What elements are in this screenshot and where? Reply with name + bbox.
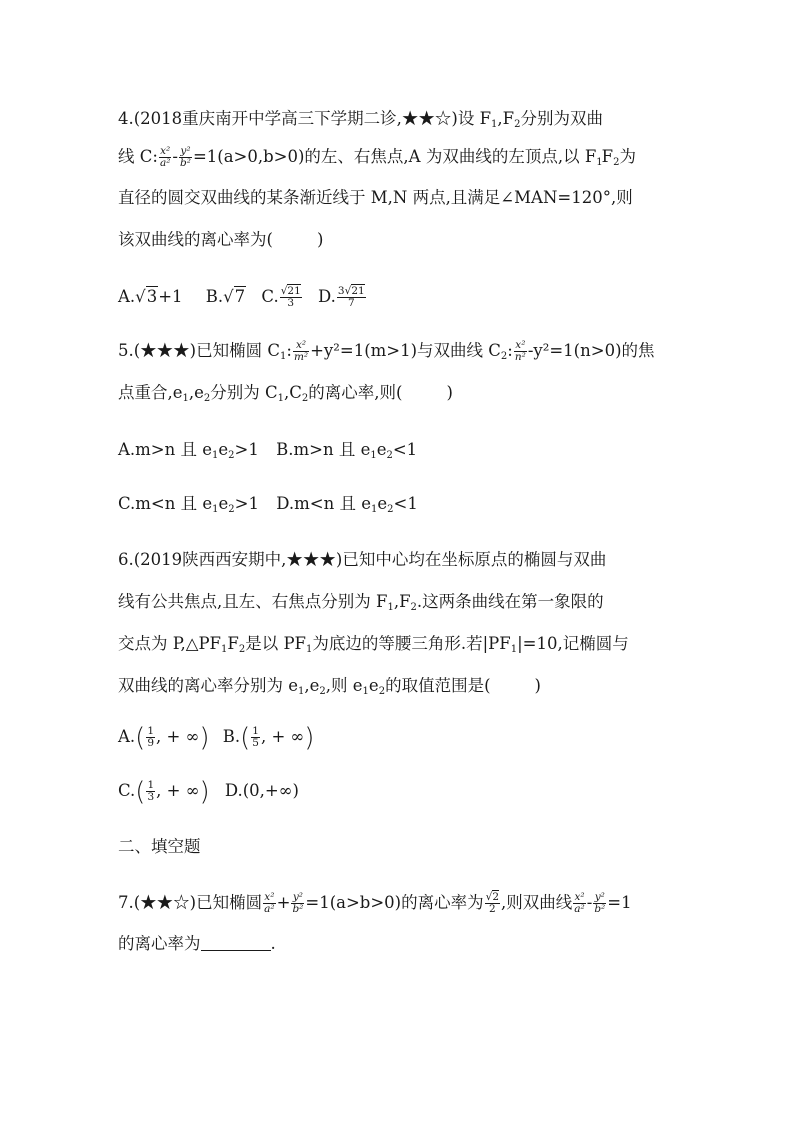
q6-line4: 双曲线的离心率分别为 $e_1,e_2$,则 $e_1e_2$的取值范围是( ) (118, 676, 541, 697)
q6-text: 线有公共焦点,且左、右焦点分别为 F (118, 592, 388, 611)
q6-text: ,则 e (325, 676, 363, 695)
q7-text: 7.(★★☆)已知椭圆 (118, 893, 263, 912)
subscript: 1 (596, 157, 603, 168)
fraction (293, 340, 309, 363)
q5-text: : (507, 341, 513, 360)
q4-line2: 线 C: $\frac{\text{x²}}{\text{a²}}$ - $\frac{\text{y²}}{\text{b²}}$ =1(a>0,b>0)的左、右焦点,A 为双曲线的左顶点,以 $F_1F_2$为 (118, 145, 636, 169)
subscript: 2 (301, 393, 309, 404)
subscript: 2 (500, 351, 508, 362)
q5-text: 点重合,e (118, 383, 183, 402)
radicand: 3 (146, 287, 158, 306)
q4-text: ) (316, 230, 324, 249)
subscript: 1 (182, 393, 189, 404)
fraction (485, 892, 500, 915)
subscript: 2 (238, 644, 246, 655)
q6-text: ,e (304, 676, 320, 695)
option-a-tail: >1 (234, 440, 259, 459)
subscript: 2 (386, 450, 393, 461)
numerator: y² (594, 891, 605, 903)
q7-text: ,则双曲线 (501, 893, 573, 912)
fraction (514, 340, 527, 363)
subscript: 1 (306, 644, 313, 655)
subscript: 1 (277, 393, 285, 404)
fraction (291, 892, 304, 915)
option-b: B.m>n 且 e (276, 440, 371, 459)
subscript: 2 (228, 504, 235, 515)
option-d-tail: <1 (393, 494, 418, 513)
denominator: a² (159, 157, 171, 169)
q6-line3 (118, 634, 629, 660)
numerator: x² (264, 891, 275, 903)
denominator: 3 (147, 791, 155, 803)
fraction (593, 892, 606, 915)
q5-text: ,C (284, 383, 302, 402)
fraction (573, 892, 585, 915)
fraction (280, 286, 302, 309)
denominator: a² (574, 903, 585, 915)
option-a: A. (118, 287, 136, 306)
q6-text: 是以 PF (245, 634, 306, 653)
radicand: 7 (234, 287, 246, 306)
subscript: 1 (212, 504, 219, 515)
q5-text: ,e (188, 383, 204, 402)
option-a-tail: +1 (158, 287, 183, 306)
numerator: x² (574, 891, 585, 903)
denominator: 7 (347, 297, 355, 309)
denominator: b² (594, 903, 606, 915)
q5-text: +y²=1(m>1)与双曲线 C (310, 341, 501, 360)
operator: - (172, 147, 178, 166)
option-a: A. (118, 727, 136, 746)
coefficient: 3 (337, 285, 345, 297)
fraction (146, 726, 155, 749)
subscript: 1 (362, 686, 369, 697)
subscript: 2 (410, 602, 417, 613)
operator: - (586, 893, 593, 912)
q6-text: 为底边的等腰三角形.若|PF (312, 634, 511, 653)
q4-text: =1(a>0,b>0)的左、右焦点,A 为双曲线的左顶点,以 F (192, 147, 597, 166)
q6-text: 交点为 P,△PF (118, 634, 221, 653)
fraction (337, 286, 366, 309)
q6-text: |=10,记椭圆与 (517, 634, 629, 653)
denominator: b² (180, 157, 191, 169)
q6-text: ,F (393, 592, 411, 611)
q7-text: =1 (607, 893, 632, 912)
infinity: , + ∞ (156, 727, 200, 746)
denominator: n² (514, 351, 526, 363)
paren: ( (240, 723, 251, 753)
q7-text: . (270, 934, 276, 953)
denominator: 5 (252, 737, 259, 749)
subscript: 1 (370, 504, 378, 515)
q6-text: 双曲线的离心率分别为 e (118, 676, 299, 695)
operator: + (276, 893, 291, 912)
q4-text: ,F (497, 109, 515, 128)
numerator: x² (293, 340, 309, 352)
q5-line2 (118, 383, 453, 409)
option-d: D.(0,+∞) (224, 781, 299, 800)
subscript: 2 (514, 119, 521, 130)
option-b: B. (222, 727, 241, 746)
denominator: 3 (287, 297, 295, 309)
numerator: 3√21 (337, 285, 365, 297)
numerator: x² (515, 339, 526, 351)
denominator: b² (292, 903, 304, 915)
subscript: 2 (203, 393, 211, 404)
fraction (159, 146, 171, 169)
denominator: m² (293, 351, 309, 363)
subscript: 2 (378, 686, 386, 697)
q6-text: 的取值范围是( (385, 676, 491, 695)
numerator: 1 (147, 779, 155, 791)
q5-options-ab: A.m>n 且 $e_1e_2>1$ B.m>n 且 $e_1e_2<1$ (118, 440, 418, 461)
q6-line2 (118, 592, 604, 618)
q6-text: .这两条曲线在第一象限的 (416, 592, 604, 611)
q5-line1 (118, 340, 655, 367)
numerator: √21 (280, 285, 301, 297)
q5-text: : (286, 341, 292, 360)
numerator: √2 (485, 891, 500, 903)
fraction (179, 146, 192, 169)
numerator: y² (292, 891, 303, 903)
q7-line2 (118, 934, 276, 954)
infinity: , + ∞ (156, 781, 200, 800)
option-b-tail: <1 (392, 440, 418, 459)
q4-text: 分别为双曲 (520, 109, 603, 128)
subscript: 2 (228, 450, 235, 461)
denominator: a² (264, 903, 275, 915)
subscript: 1 (280, 351, 287, 362)
fraction (146, 780, 155, 803)
q6-options-cd (118, 777, 299, 807)
denominator: 9 (147, 737, 155, 749)
paren: ) (199, 777, 210, 807)
paren: ) (304, 723, 315, 753)
subscript: 1 (510, 644, 518, 655)
q6-text: ) (534, 676, 541, 695)
q4-text: 4.(2018重庆南开中学高三下学期二诊,★★☆)设 F (118, 109, 492, 128)
fraction (263, 892, 275, 915)
paren: ( (135, 723, 146, 753)
q5-text: 5.(★★★)已知椭圆 C (118, 341, 280, 360)
infinity: , + ∞ (260, 727, 305, 746)
answer-blank[interactable] (201, 936, 271, 951)
q5-text: 的离心率,则( (308, 383, 403, 402)
option-c: C.m<n 且 e (118, 494, 213, 513)
fraction (251, 726, 260, 749)
subscript: 1 (387, 602, 394, 613)
subscript: 2 (387, 504, 394, 515)
radicand: 2 (492, 891, 500, 903)
subscript: 1 (212, 450, 219, 461)
denominator: 2 (488, 903, 496, 915)
sqrt: √3 (135, 287, 158, 306)
radicand: 21 (351, 285, 365, 297)
subscript: 1 (370, 450, 377, 461)
option-c: C. (118, 781, 136, 800)
subscript: 2 (613, 157, 620, 168)
option-c: C. (261, 287, 279, 306)
q4-text: 为 (619, 147, 636, 166)
q4-line3: 直径的圆交双曲线的某条渐近线于 M,N 两点,且满足∠MAN=120°,则 (118, 188, 633, 207)
paren: ) (199, 723, 210, 753)
q4-text: 线 C: (118, 147, 158, 166)
option-b: B. (205, 287, 224, 306)
sqrt: √7 (223, 287, 246, 306)
numerator: y² (180, 145, 191, 157)
option-c-tail: >1 (234, 494, 259, 513)
subscript: 2 (319, 686, 326, 697)
q7-text: 的离心率为 (118, 934, 201, 953)
q4-text: 该双曲线的离心率为( (118, 230, 273, 249)
option-d: D. (318, 287, 336, 306)
option-d: D.m<n 且 e (276, 494, 371, 513)
radicand: 21 (287, 285, 301, 297)
q6-text: F (227, 634, 239, 653)
section-heading: 二、填空题 (118, 837, 201, 856)
subscript: 1 (298, 686, 305, 697)
q7-text: =1(a>b>0)的离心率为 (305, 893, 484, 912)
q5-text: ) (446, 383, 453, 402)
q5-options-cd: C.m<n 且 $e_1e_2>1$ D.m<n 且 $e_1e_2<1$ (118, 494, 418, 515)
q4-line4 (118, 230, 323, 250)
q5-text: 分别为 C (210, 383, 278, 402)
subscript: 1 (491, 119, 498, 130)
q5-text: -y²=1(n>0)的焦 (527, 341, 655, 360)
numerator: 1 (147, 725, 155, 737)
q4-options (118, 286, 367, 309)
q4-line1 (118, 109, 603, 135)
q6-line1: 6.(2019陕西西安期中,★★★)已知中心均在坐标原点的椭圆与双曲 (118, 550, 607, 569)
q6-options-ab (118, 723, 315, 753)
numerator: 1 (252, 725, 259, 737)
numerator: x² (160, 145, 171, 157)
subscript: 1 (221, 644, 228, 655)
q7-line1 (118, 892, 632, 915)
paren: ( (135, 777, 146, 807)
option-a: A.m>n 且 e (118, 440, 213, 459)
